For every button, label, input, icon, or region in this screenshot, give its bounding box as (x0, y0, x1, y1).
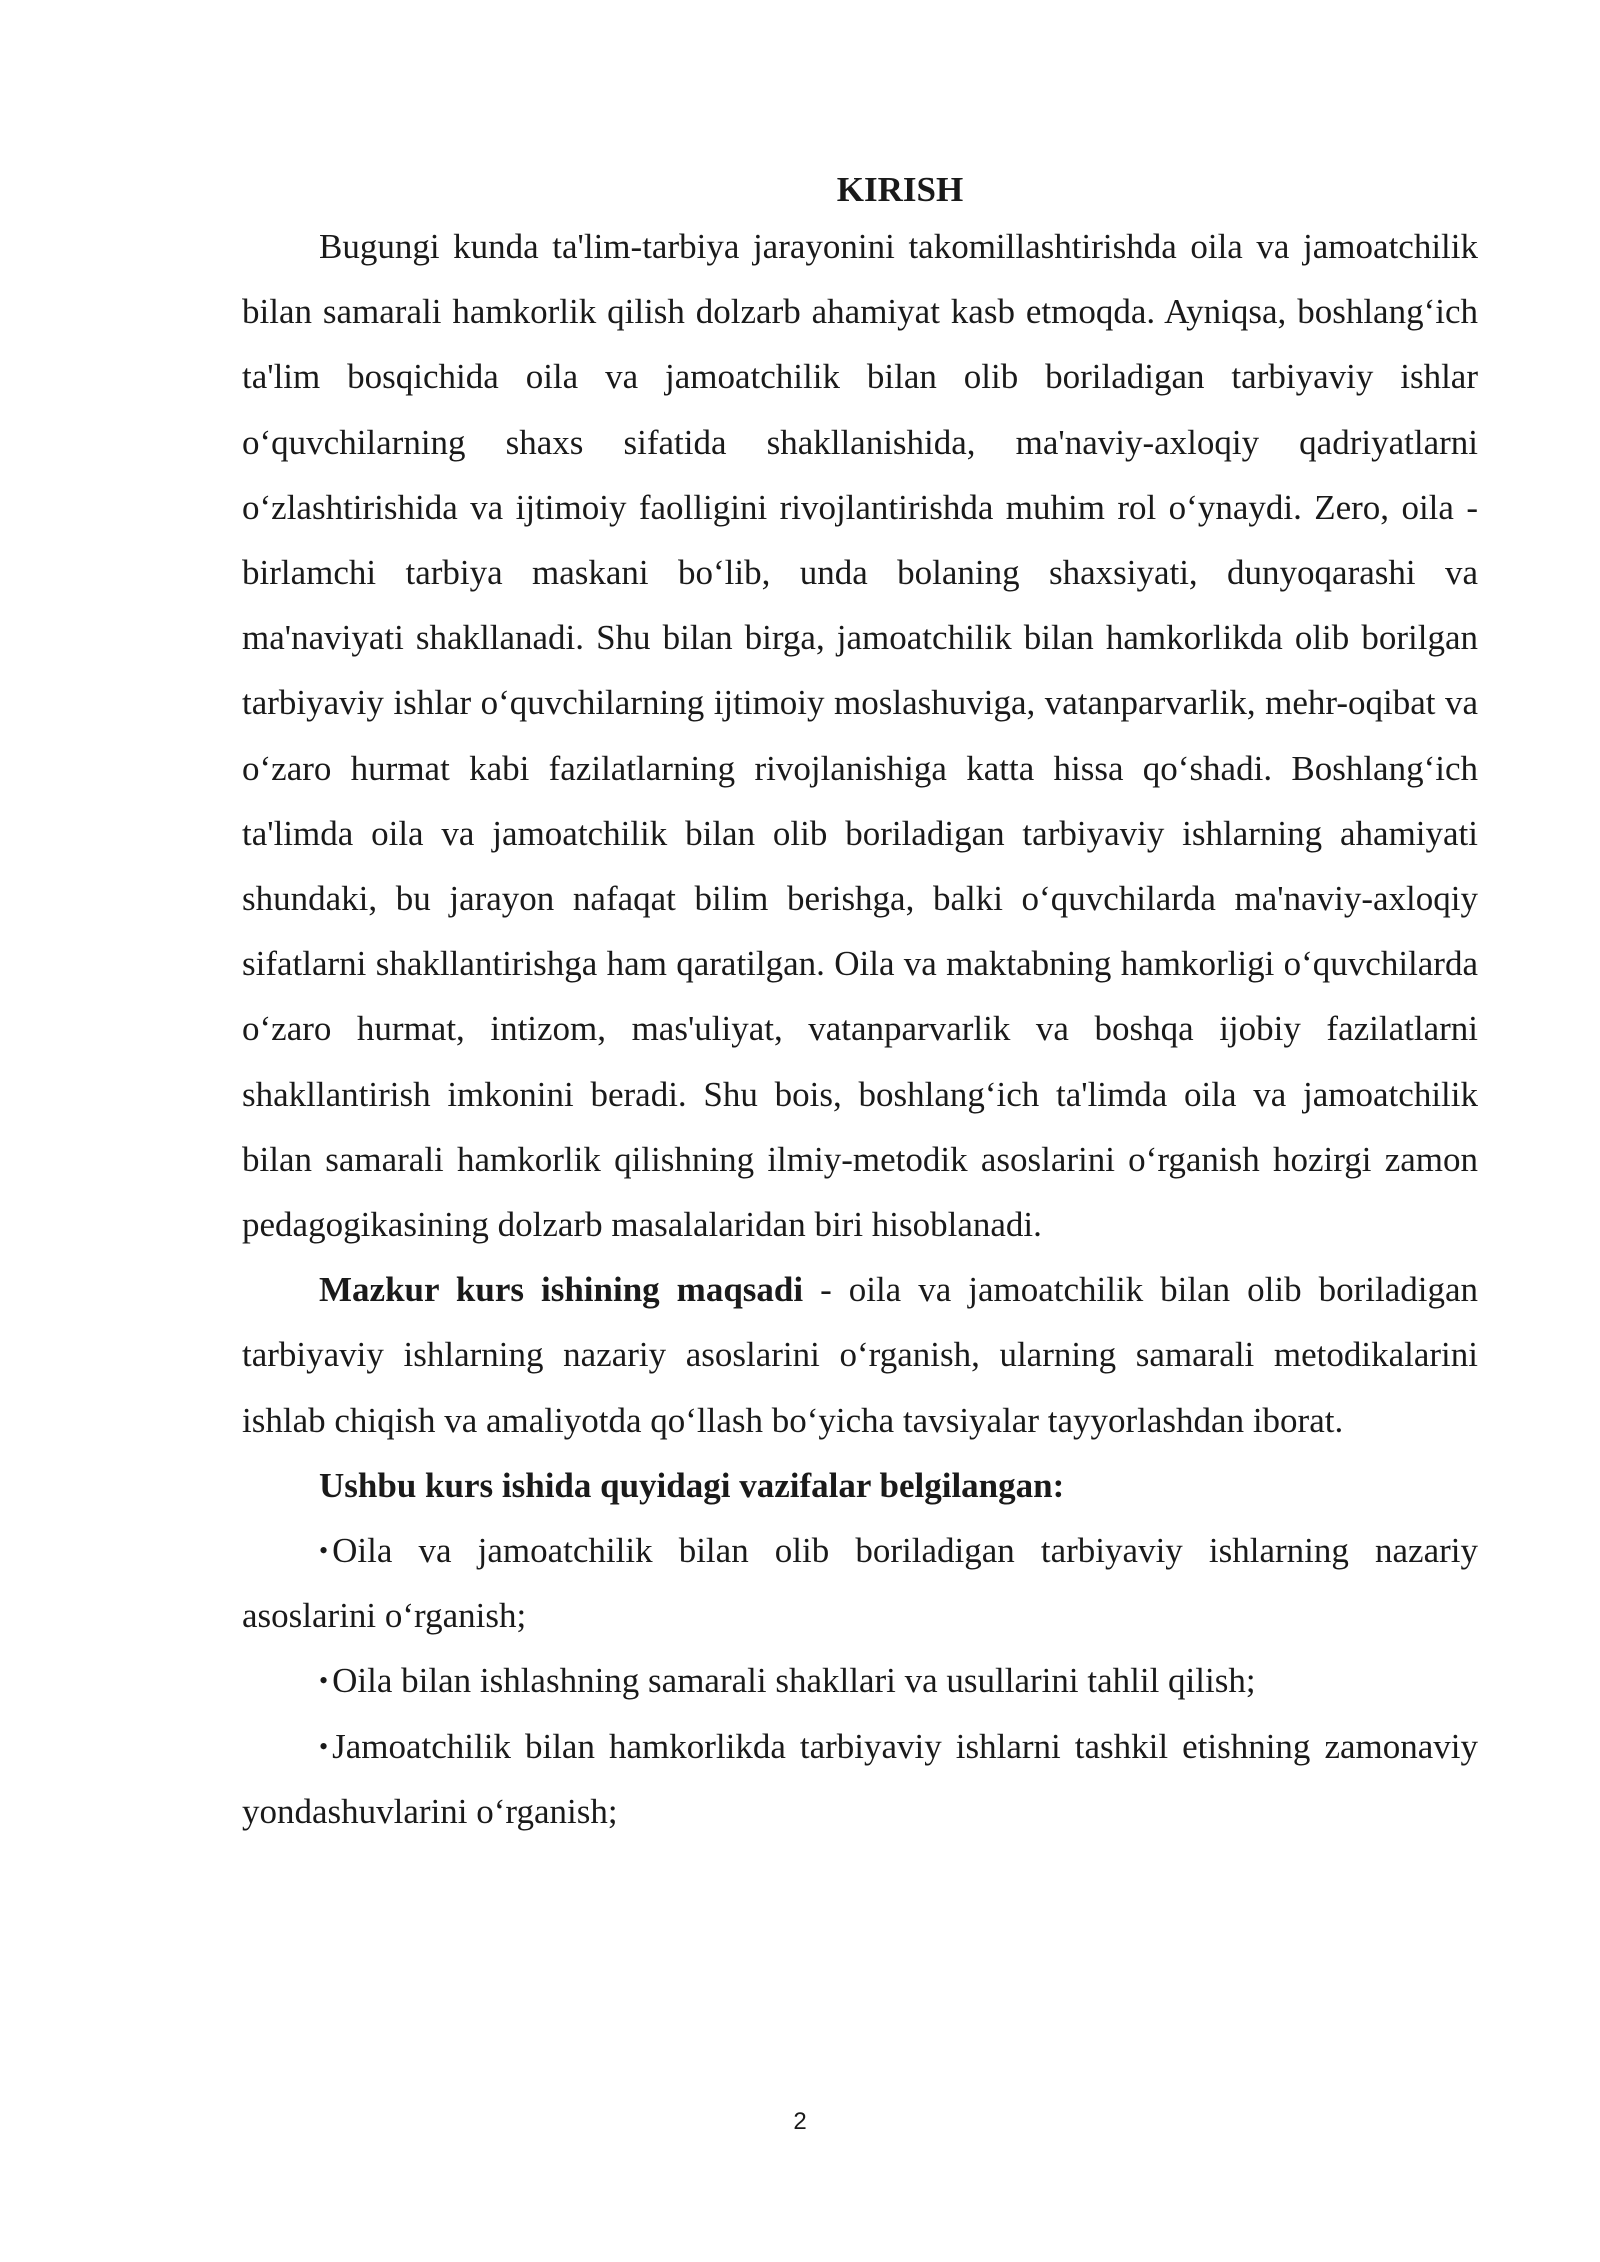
task-text: Oila va jamoatchilik bilan olib boriladigan tarbiyaviy ishlarning nazariy asoslarini o‘rganish; (242, 1531, 1478, 1636)
task-item (242, 1714, 1478, 1844)
bullet-icon: • (319, 1731, 329, 1761)
task-item (242, 1518, 1478, 1648)
section-heading: KIRISH (836, 170, 964, 209)
document-page (242, 170, 1478, 1844)
goal-label: Mazkur kurs ishining maqsadi (319, 1270, 804, 1310)
bullet-icon: • (319, 1666, 329, 1696)
task-item (242, 1648, 1478, 1713)
bullet-icon: • (319, 1536, 329, 1566)
task-text: Jamoatchilik bilan hamkorlikda tarbiyaviy ishlarni tashkil etishning zamonaviy yondashuvlarini o‘rganish; (242, 1726, 1478, 1831)
task-text: Oila bilan ishlashning samarali shakllari va usullarini tahlil qilish; (332, 1661, 1256, 1701)
intro-paragraph: Bugungi kunda ta'lim-tarbiya jarayonini takomillashtirishda oila va jamoatchilik bilan samarali hamkorlik qilish dolzarb ahamiyat kasb etmoqda. Ayniqsa, boshlang‘ich ta'lim bosqichida oila va jamoatchilik bilan olib boriladigan tarbiyaviy ishlar o‘quvchilarning shaxs sifatida shakllanishida, ma'naviy-axloqiy qadriyatlarni o‘zlashtirishida va ijtimoiy faolligini rivojlantirishda muhim rol o‘ynaydi. Zero, oila - birlamchi tarbiya maskani bo‘lib, unda bolaning shaxsiyati, dunyoqarashi va ma'naviyati shakllanadi. Shu bilan birga, jamoatchilik bilan hamkorlikda olib borilgan tarbiyaviy ishlar o‘quvchilarning ijtimoiy moslashuviga, vatanparvarlik, mehr-oqibat va o‘zaro hurmat kabi fazilatlarning rivojlanishiga katta hissa qo‘shadi. Boshlang‘ich ta'limda oila va jamoatchilik bilan olib boriladigan tarbiyaviy ishlarning ahamiyati shundaki, bu jarayon nafaqat bilim berishga, balki o‘quvchilarda ma'naviy-axloqiy sifatlarni shakllantirishga ham qaratilgan. Oila va maktabning hamkorligi o‘quvchilarda o‘zaro hurmat, intizom, mas'uliyat, vatanparvarlik va boshqa ijobiy fazilatlarni shakllantirish imkonini beradi. Shu bois, boshlang‘ich ta'limda oila va jamoatchilik bilan samarali hamkorlik qilishning ilmiy-metodik asoslarini o‘rganish hozirgi zamon pedagogikasining dolzarb masalalaridan biri hisoblanadi. (242, 227, 1478, 1245)
tasks-heading: Ushbu kurs ishida quyidagi vazifalar belgilangan: (319, 1465, 1065, 1505)
goal-text: - oila va jamoatchilik bilan olib boriladigan tarbiyaviy ishlarning nazariy asoslarini o‘rganish, ularning samarali metodikalarini ishlab chiqish va amaliyotda qo‘llash bo‘yicha tavsiyalar tayyorlashdan iborat. (242, 1270, 1478, 1440)
goal-paragraph (242, 1257, 1478, 1453)
page-number: 2 (793, 2108, 807, 2135)
